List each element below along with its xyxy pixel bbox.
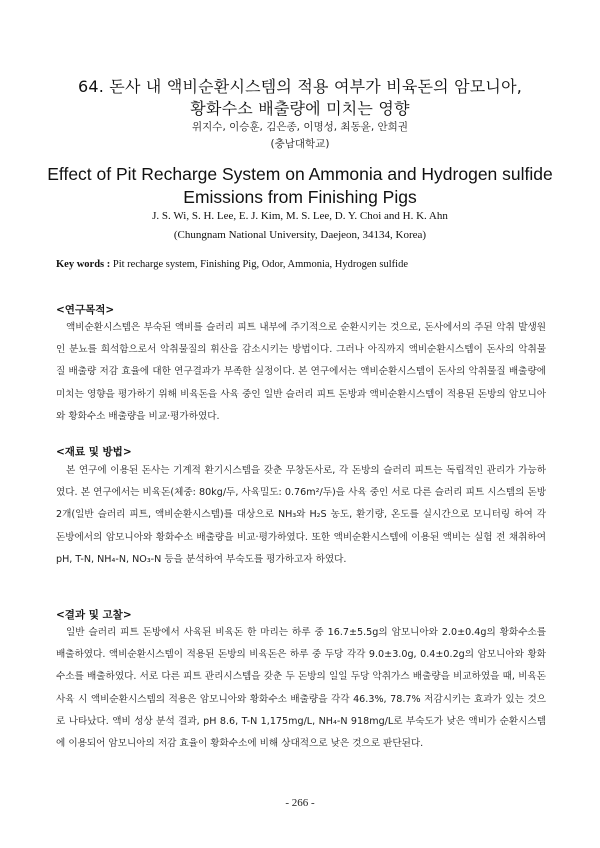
section-heading-methods: <재료 및 방법> xyxy=(56,446,132,458)
section-heading-results: <결과 및 고찰> xyxy=(56,609,132,621)
keywords xyxy=(56,259,556,270)
korean-title-line-1: 64. 돈사 내 액비순환시스템의 적용 여부가 비육돈의 암모니아, xyxy=(77,77,523,96)
keywords-text: Pit recharge system, Finishing Pig, Odor, Ammonia, Hydrogen sulfide xyxy=(112,259,408,270)
korean-authors: 위지수, 이승훈, 김은종, 이명성, 최동윤, 안희권 xyxy=(192,121,408,133)
english-title-line-1: Effect of Pit Recharge System on Ammonia and Hydrogen sulfide xyxy=(47,164,553,184)
section-body-results: 일반 슬러리 피트 돈방에서 사육된 비육돈 한 마리는 하루 중 16.7±5.5g의 암모니아와 2.0±0.4g의 황화수소를 배출하였다. 액비순환시스템이 적용된 돈방의 비육돈은 하루 중 두당 각각 9.0±3.0g, 0.4±0.2g의 암모니아와 황화수소를 배출하였다. 서로 다른 피트 관리시스템을 갖춘 두 돈방의 일일 두당 악취가스 배출량을 비교하였을 때, 비육돈 사육 시 액비순환시스템의 적용은 암모니아와 황화수소 배출량을 각각 46.3%, 78.7% 저감시키는 효과가 있는 것으로 나타났다. 액비 성상 분석 결과, pH 8.6, T-N 1,175mg/L, NH₄-N 918mg/L로 부숙도가 낮은 액비가 순환시스템에 이용되어 암모니아의 저감 효율이 황화수소에 비해 상대적으로 낮은 것으로 판단된다. xyxy=(56,627,546,750)
english-title-line-2: Emissions from Finishing Pigs xyxy=(183,187,417,207)
page-number: - 266 - xyxy=(285,797,315,809)
korean-affiliation: (충남대학교) xyxy=(270,138,330,150)
section-body-purpose: 액비순환시스템은 부숙된 액비를 슬러리 피트 내부에 주기적으로 순환시키는 것으로, 돈사에서의 주된 악취 발생원인 분뇨를 희석함으로서 악취물질의 휘산을 감소시키는 방법이다. 그러나 아직까지 액비순환시스템이 돈사의 악취물질 배출량 저감 효율에 대한 연구결과가 부족한 실정이다. 본 연구에서는 액비순환시스템이 돈사의 악취물질 배출량에 미치는 영향을 평가하기 위해 비육돈을 사육 중인 일반 슬러리 피트 돈방과 액비순환시스템이 적용된 돈방의 암모니아와 황화수소 배출량을 비교·평가하였다. xyxy=(56,322,546,422)
section-heading-purpose: <연구목적> xyxy=(56,304,115,316)
english-affiliation: (Chungnam National University, Daejeon, 34134, Korea) xyxy=(173,229,427,241)
section-body-methods: 본 연구에 이용된 돈사는 기계적 환기시스템을 갖춘 무창돈사로, 각 돈방의 슬러리 피트는 독립적인 관리가 가능하였다. 본 연구에서는 비육돈(체중: 80kg/두, 사육밀도: 0.76m²/두)을 사육 중인 서로 다른 슬러리 피트 시스템의 돈방 2개(일반 슬러리 피트, 액비순환시스템)를 대상으로 NH₃와 H₂S 농도, 환기량, 온도를 실시간으로 모니터링 하여 각 돈방에서의 암모니아와 황화수소 배출량을 비교·평가하였다. 또한 액비순환시스템에 이용된 액비는 실험 전 채취하여 pH, T-N, NH₄-N, NO₃-N 등을 분석하여 부숙도를 평가하고자 하였다. xyxy=(56,465,546,565)
english-authors: J. S. Wi, S. H. Lee, E. J. Kim, M. S. Lee, D. Y. Choi and H. K. Ahn xyxy=(152,210,448,222)
keywords-label: Key words : xyxy=(56,259,111,270)
korean-title-line-2: 황화수소 배출량에 미치는 영향 xyxy=(190,99,410,118)
